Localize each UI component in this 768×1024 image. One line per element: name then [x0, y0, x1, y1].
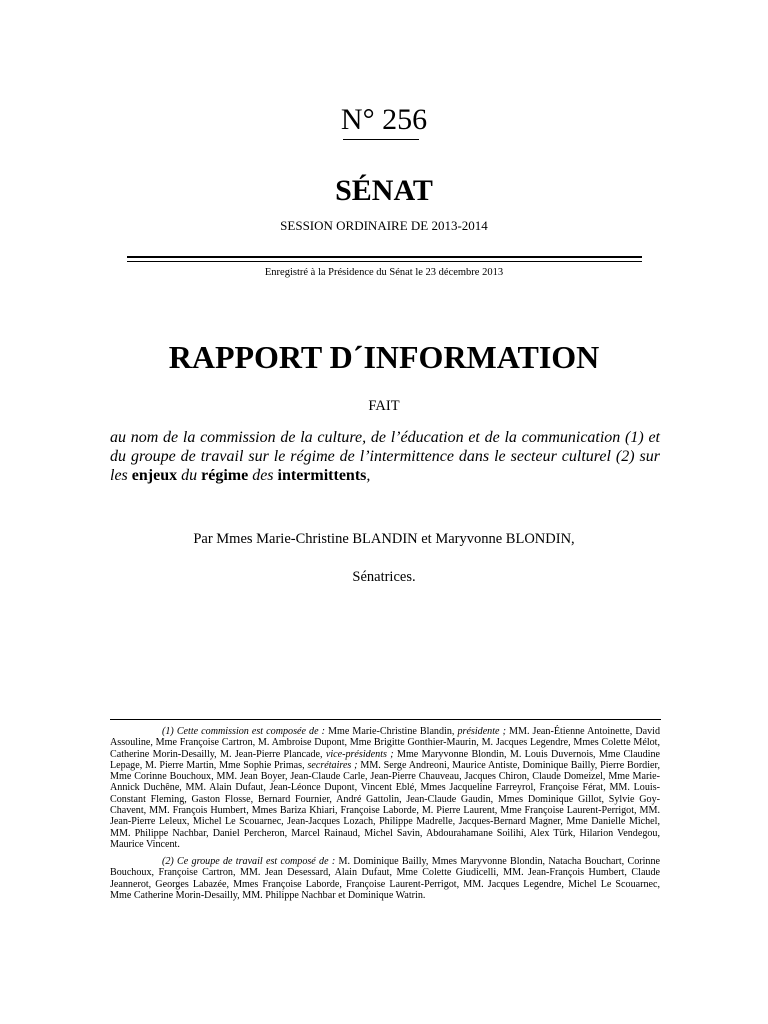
subject-bold-enjeux: enjeux — [131, 467, 178, 484]
footnote-text: MM. Serge Andreoni, Maurice Antiste, Dominique Bailly, Pierre Bordier, Mme Corinne Bouchoux, MM. Jean Boyer, Jean-Claude Carle, Jean-Pierre Chauveau, Jacques Chiron, Claude Domeizel, Mme Marie-Annick Duchêne, MM. Alain Dufaut, Jean-Léonce Dupont, Vincent Eblé, Mmes Jacqueline Farreyrol, Françoise Férat, MM. Louis-Constant Fleming, Gaston Flosse, Bernard Fournier, André Gattolin, Jean-Claude Gaudin, Mmes Dominique Gillot, Sylvie Goy-Chavent, MM. François Humbert, Mmes Bariza Khiari, Françoise Laborde, M. Pierre Laurent, Mme Françoise Laurent-Perrigot, MM. Jean-Pierre Leleux, Michel Le Scouarnec, Jean-Jacques Lozach, Philippe Madrelle, Jacques-Bernard Magner, Mme Danielle Michel, MM. Philippe Nachbar, Daniel Percheron, Marcel Rainaud, Michel Savin, Abdourahamane Soilihi, Alex Türk, Hilarion Vendegou, Maurice Vincent. — [110, 759, 660, 850]
footnote-lead: (2) Ce groupe de travail est composé de : — [162, 856, 336, 867]
subject-bold-regime: régime — [201, 467, 249, 484]
subject-text: du — [177, 467, 202, 484]
subject-text: , — [366, 467, 371, 484]
subject-text: au nom de la commission de la culture, de l’éducation et de la communication (1) et du groupe de travail sur le régime de l’intermittence dans le secteur culturel (2) sur les — [110, 429, 660, 484]
footnote-commission — [110, 726, 660, 850]
report-subject — [110, 428, 660, 485]
report-title: RAPPORT D´INFORMATION — [168, 339, 600, 375]
footnote-divider — [110, 719, 661, 720]
fait-label: FAIT — [368, 398, 400, 414]
authors-role: Sénatrices. — [352, 569, 416, 585]
footnote-role: vice-présidents ; — [325, 748, 394, 760]
subject-text: des — [248, 467, 278, 484]
footnote-text: Mme Maryvonne Blondin, M. Louis Duvernois, Mme Claudine Lepage, M. Pierre Martin, Mme Sophie Primas, — [110, 748, 660, 771]
registration-line: Enregistré à la Présidence du Sénat le 23 décembre 2013 — [264, 267, 504, 278]
authors-line: Par Mmes Marie-Christine BLANDIN et Maryvonne BLONDIN, — [193, 531, 575, 547]
footnote-text: Mme Marie-Christine Blandin, — [324, 726, 458, 737]
footnote-text: MM. Jean-Étienne Antoinette, David Assouline, Mme Françoise Cartron, M. Ambroise Dupont, Mme Brigitte Gonthier-Maurin, M. Jacques Legendre, Mmes Colette Mélot, Catherine Morin-Desailly, M. Jean-Pierre Plancade, — [110, 726, 660, 760]
session-line: SESSION ORDINAIRE DE 2013-2014 — [280, 218, 488, 233]
report-number: N° 256 — [340, 103, 428, 136]
footnote-working-group — [110, 856, 660, 901]
number-underline — [343, 139, 419, 140]
footnote-role: présidente ; — [457, 726, 506, 737]
footnote-role: secrétaires ; — [307, 759, 358, 771]
chamber-title: SÉNAT — [335, 174, 433, 207]
footnote-text: M. Dominique Bailly, Mmes Maryvonne Blondin, Natacha Bouchart, Corinne Bouchoux, Françoise Cartron, MM. Jean Desessard, Alain Dufaut, Mme Colette Giudicelli, MM. Jean-François Humbert, Claude Jeannerot, Georges Labazée, Mmes Françoise Laborde, Françoise Laurent-Perrigot, MM. Jacques Legendre, Michel Le Scouarnec, Mme Catherine Morin-Desailly, MM. Philippe Nachbar et Dominique Watrin. — [110, 856, 660, 901]
footnote-lead: (1) Cette commission est composée de : — [162, 726, 325, 737]
subject-bold-intermittents: intermittents — [277, 467, 367, 484]
header-divider — [127, 256, 642, 262]
